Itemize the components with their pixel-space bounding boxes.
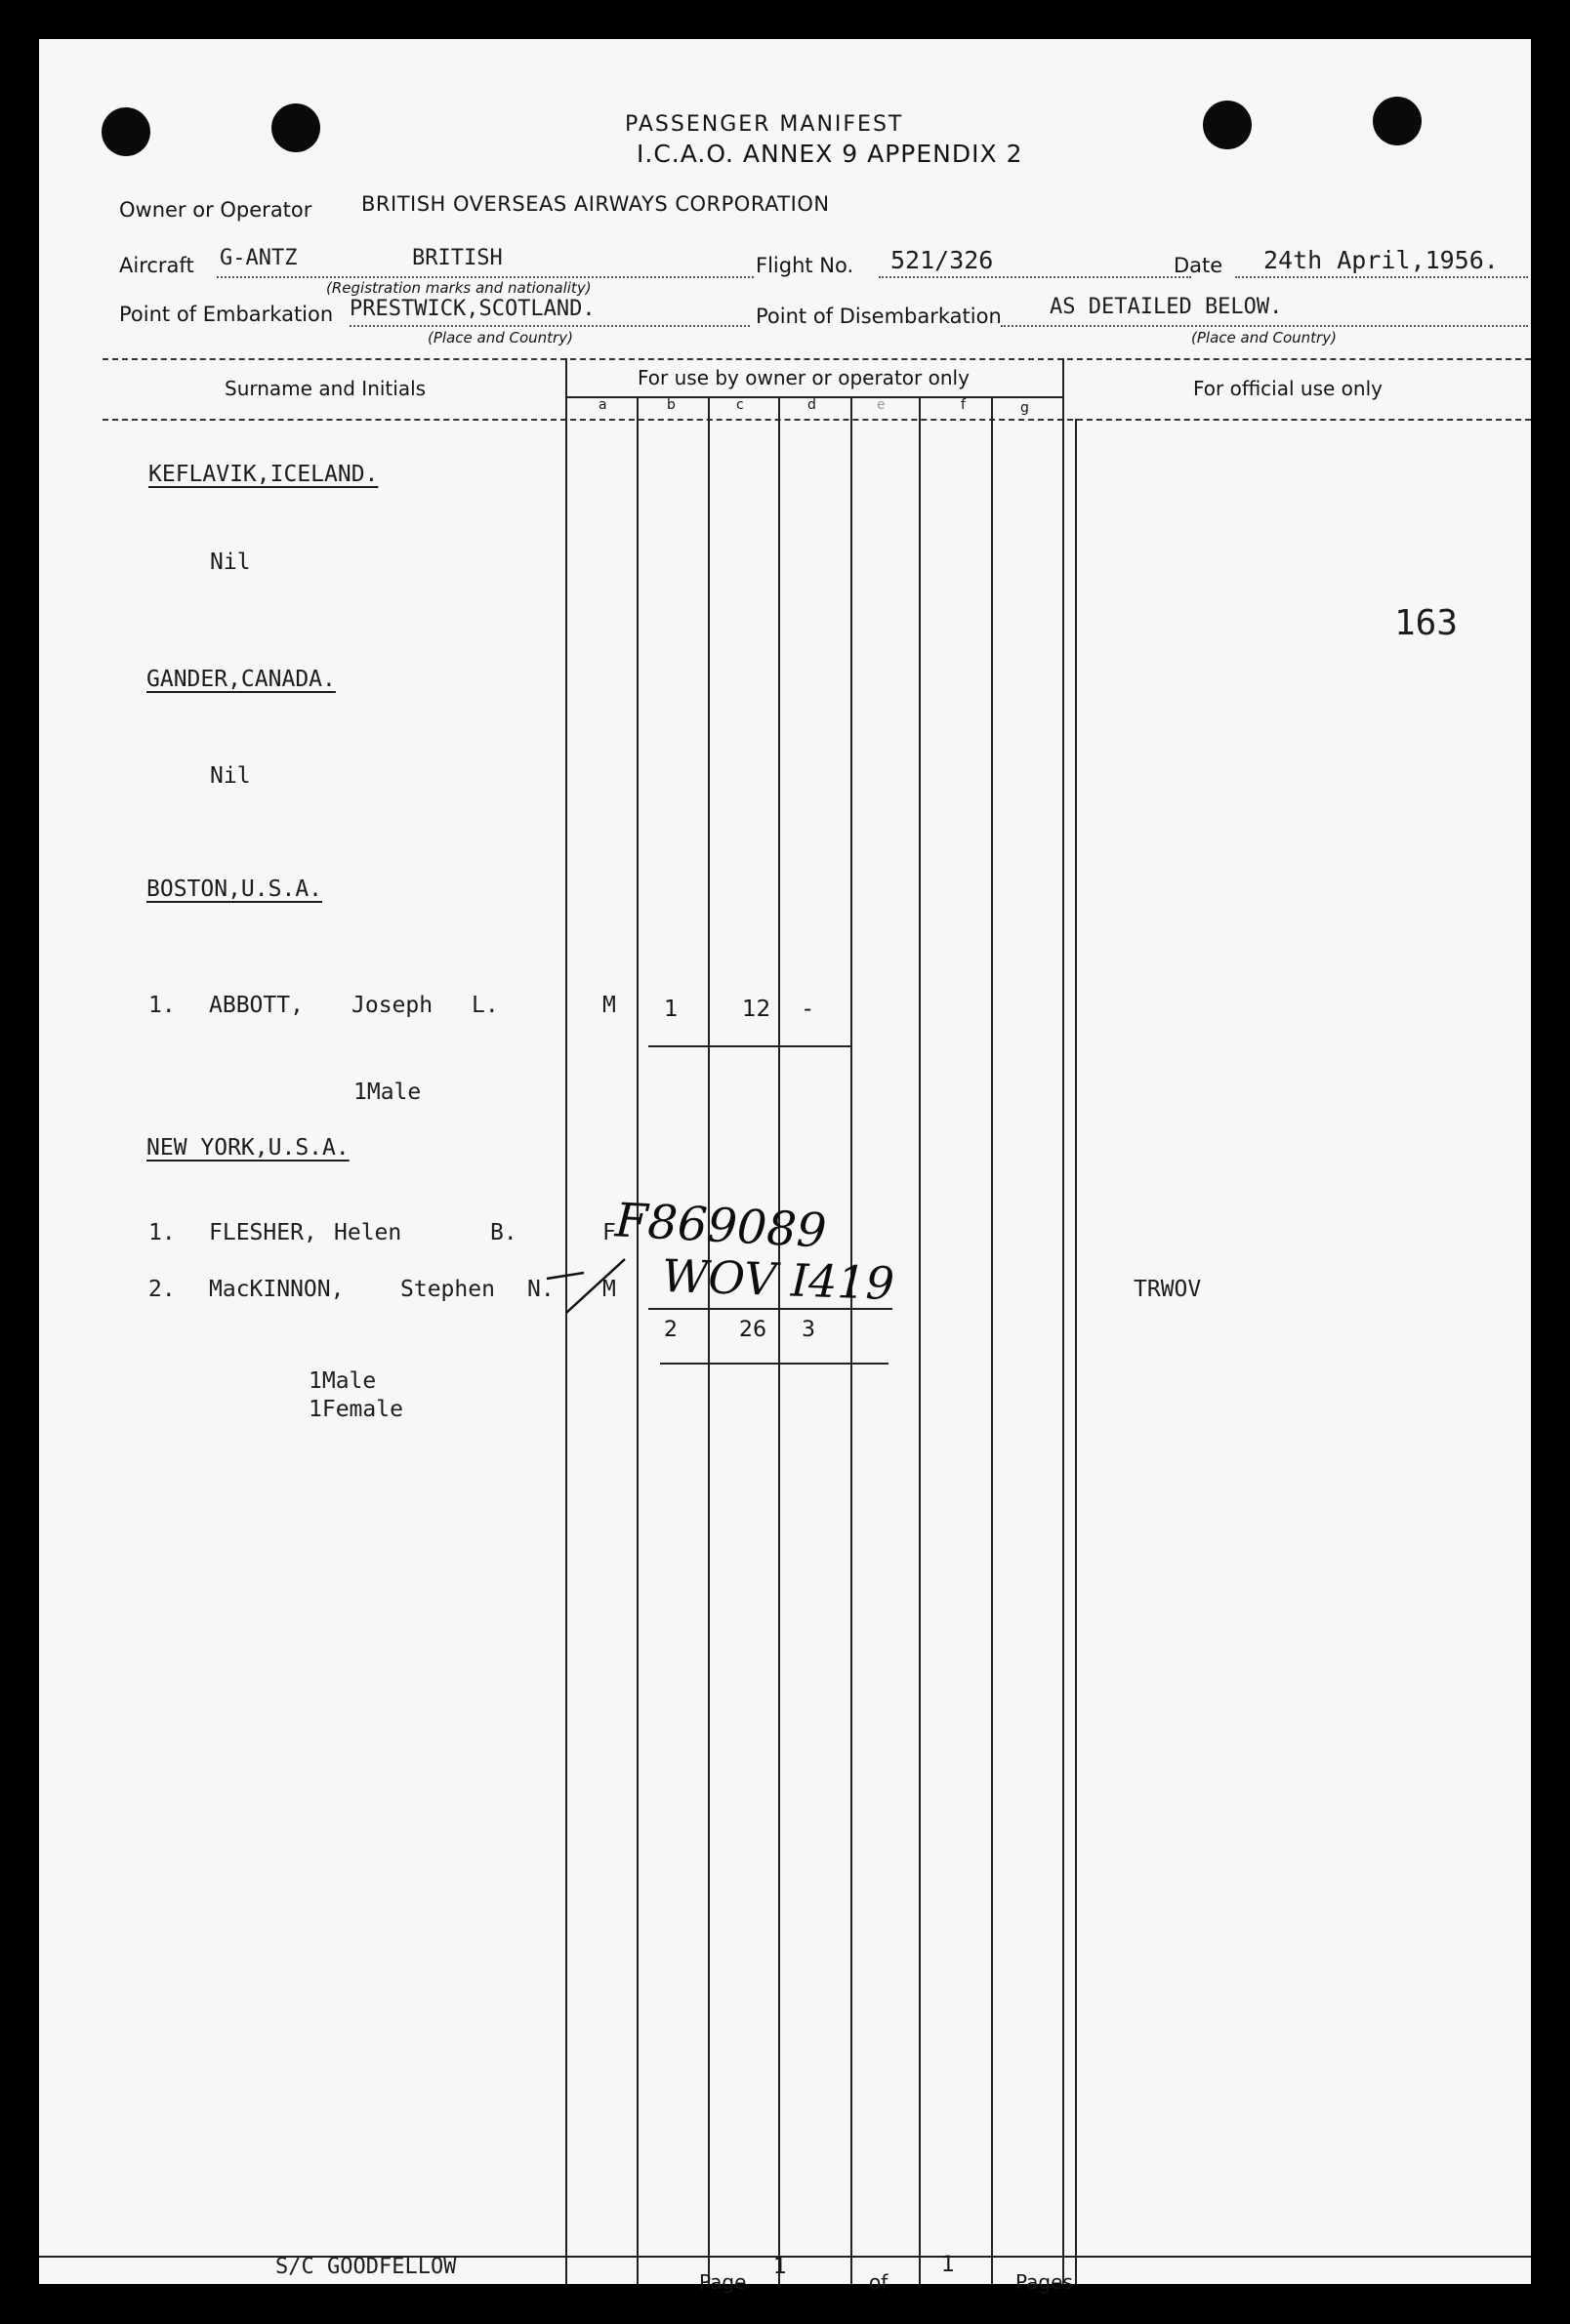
- disembarkation-label: Point of Disembarkation: [756, 305, 1002, 328]
- official-use-header: For official use only: [1193, 377, 1383, 400]
- disembarkation-note: (Place and Country): [1191, 329, 1337, 347]
- embarkation-label: Point of Embarkation: [119, 303, 334, 326]
- handwritten-tick-marks: [537, 1230, 654, 1347]
- passenger-sex: F: [602, 1220, 616, 1245]
- subcol-g: g: [1020, 400, 1029, 416]
- footer-of-value: 1: [941, 2253, 955, 2277]
- owner-use-header: For use by owner or operator only: [638, 366, 970, 389]
- embarkation-note: (Place and Country): [428, 329, 573, 347]
- total-col-b: 2: [664, 1318, 678, 1342]
- col-c-value: 12: [742, 997, 771, 1022]
- col-d-value: -: [804, 997, 812, 1022]
- col-line-b: [708, 396, 710, 2284]
- section-heading-newyork: NEW YORK,U.S.A.: [146, 1135, 350, 1161]
- subcol-f: f: [961, 397, 966, 413]
- col-line-f: [991, 396, 993, 2284]
- form-title-top: PASSENGER MANIFEST: [625, 112, 904, 137]
- subcol-b: b: [667, 397, 676, 413]
- punch-hole-2: [271, 103, 320, 152]
- col-line-d: [850, 396, 852, 2284]
- subcol-d: d: [807, 397, 816, 413]
- row-number: 1.: [148, 1220, 176, 1245]
- newyork-total-rule: [660, 1363, 888, 1365]
- embarkation-value: PRESTWICK,SCOTLAND.: [350, 297, 596, 321]
- footer-of-label: of: [869, 2270, 888, 2294]
- col-line-c: [778, 396, 780, 2284]
- newyork-summary-female: 1Female: [309, 1397, 403, 1422]
- date-dotted-line: [1235, 276, 1528, 278]
- owner-label: Owner or Operator: [119, 198, 312, 222]
- section-heading-boston: BOSTON,U.S.A.: [146, 877, 323, 902]
- subcol-e: e: [877, 397, 886, 413]
- owner-value: BRITISH OVERSEAS AIRWAYS CORPORATION: [361, 192, 830, 216]
- table-header-bottom-rule: [103, 419, 1531, 421]
- row-number: 1.: [148, 993, 176, 1018]
- footer-pages-label: Pages: [1015, 2270, 1073, 2294]
- footer-page-label: Page: [699, 2270, 747, 2294]
- passenger-given-name: Joseph: [351, 993, 434, 1018]
- subcol-a: a: [599, 397, 607, 413]
- gander-nil: Nil: [210, 763, 251, 789]
- section-heading-gander: GANDER,CANADA.: [146, 667, 336, 692]
- passenger-sex: M: [602, 1277, 616, 1302]
- disembarkation-dotted-line: [1001, 325, 1528, 327]
- flight-label: Flight No.: [756, 254, 854, 277]
- disembarkation-value: AS DETAILED BELOW.: [1050, 295, 1283, 319]
- passenger-surname: ABBOTT,: [209, 993, 304, 1018]
- passenger-given-name: Stephen: [400, 1277, 495, 1302]
- form-title: I.C.A.O. ANNEX 9 APPENDIX 2: [637, 140, 1023, 168]
- date-value: 24th April,1956.: [1263, 246, 1499, 274]
- newyork-summary-male: 1Male: [309, 1368, 377, 1394]
- section-heading-keflavik: KEFLAVIK,ICELAND.: [148, 462, 379, 487]
- row-number: 2.: [148, 1277, 176, 1302]
- total-col-c: 26: [739, 1318, 766, 1342]
- surname-header: Surname and Initials: [225, 377, 427, 400]
- table-top-rule: [103, 358, 1531, 360]
- newyork-subtotal-rule: [648, 1308, 892, 1310]
- handwritten-code: WOV I419: [661, 1248, 895, 1311]
- aircraft-dotted-line: [217, 276, 754, 278]
- handwritten-passport-number: F869089: [613, 1193, 828, 1259]
- signature-value: S/C GOODFELLOW: [275, 2255, 457, 2279]
- boston-total-rule: [648, 1045, 851, 1047]
- passenger-given-name: Helen: [334, 1220, 402, 1245]
- footer-page-value: 1: [773, 2255, 787, 2279]
- embarkation-dotted-line: [350, 325, 750, 327]
- passenger-surname: MacKINNON,: [209, 1277, 345, 1302]
- passenger-initial: B.: [490, 1220, 517, 1245]
- date-label: Date: [1174, 254, 1223, 277]
- flight-dotted-line: [879, 276, 1191, 278]
- col-b-value: 1: [664, 997, 679, 1022]
- punch-hole-1: [102, 107, 150, 156]
- subcol-c: c: [736, 397, 744, 413]
- col-line-e: [919, 396, 921, 2284]
- passenger-surname: FLESHER,: [209, 1220, 317, 1245]
- aircraft-nationality: BRITISH: [412, 246, 503, 270]
- punch-hole-4: [1373, 97, 1422, 145]
- manifest-sheet: [39, 39, 1531, 2294]
- aircraft-registration: G-ANTZ: [220, 246, 298, 270]
- aircraft-label: Aircraft: [119, 254, 194, 277]
- col-line-g: [1062, 358, 1064, 2284]
- total-col-d: 3: [802, 1318, 815, 1342]
- passenger-sex: M: [602, 993, 616, 1018]
- official-use-value: TRWOV: [1134, 1277, 1202, 1302]
- page-number-stamp: 163: [1394, 603, 1459, 643]
- punch-hole-3: [1203, 101, 1252, 149]
- aircraft-note: (Registration marks and nationality): [326, 279, 592, 297]
- col-line-official: [1075, 419, 1077, 2284]
- boston-summary: 1Male: [353, 1080, 422, 1105]
- flight-value: 521/326: [890, 246, 994, 274]
- passenger-initial: L.: [472, 993, 499, 1018]
- keflavik-nil: Nil: [210, 550, 251, 575]
- passenger-initial: N.: [527, 1277, 555, 1302]
